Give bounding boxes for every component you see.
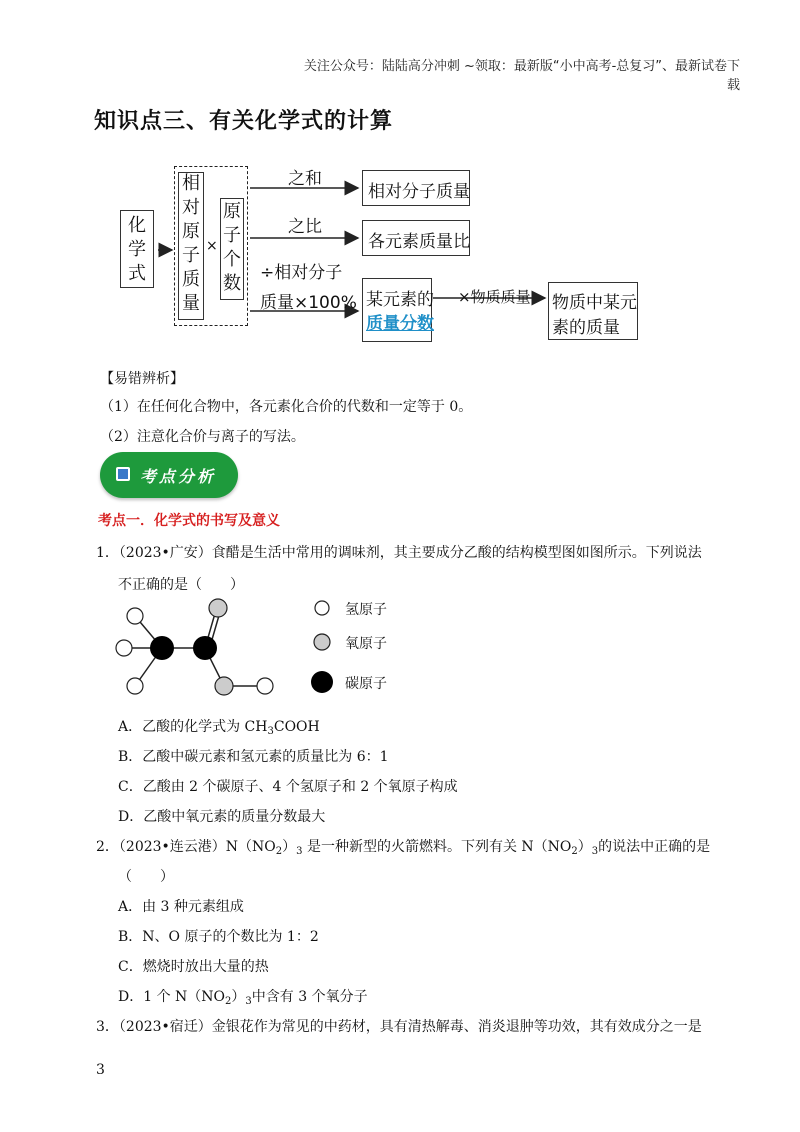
hydrogen-atom [127, 678, 143, 694]
section-title: 知识点三、有关化学式的计算 [94, 109, 394, 134]
oxygen-atom [215, 677, 233, 695]
hydrogen-atom [127, 608, 143, 624]
q2-option-b: B．N、O 原子的个数比为 1：2 [118, 929, 319, 945]
q1-line-1: 1．（2023•广安）食醋是生活中常用的调味剂，其主要成分乙酸的结构模型图如图所示。下列说法 [96, 545, 702, 561]
carbon-atom [193, 636, 217, 660]
arrow-ratio-label: 之比 [288, 217, 322, 237]
arrow-fraction-label-2: 质量×100% [260, 293, 357, 313]
formula-calculation-diagram [110, 158, 640, 348]
mass-fraction-label-2: 质量分数 [366, 314, 434, 334]
q1-option-c: C．乙酸由 2 个碳原子、4 个氢原子和 2 个氧原子构成 [118, 779, 458, 795]
q1-option-d: D．乙酸中氧元素的质量分数最大 [118, 809, 326, 825]
legend-carbon-icon [311, 671, 333, 693]
q1-option-b: B．乙酸中碳元素和氢元素的质量比为 6：1 [118, 749, 389, 765]
legend-carbon: 碳原子 [345, 676, 387, 692]
q2-option-c: C．燃烧时放出大量的热 [118, 959, 269, 975]
legend-oxygen: 氧原子 [345, 636, 387, 652]
topic-1-title: 考点一．化学式的书写及意义 [98, 513, 280, 529]
q2-line-2: （ ） [118, 869, 174, 885]
q2-option-d: D．1 个 $N(NO_2)_3$中含有 3 个氧分子 [118, 989, 368, 1007]
formula-label: 化 学 式 [128, 215, 146, 284]
arrow-mass-label: ×物质质量 [458, 288, 531, 306]
atom-count-label: 原 子 个 数 [223, 201, 241, 294]
q1-line-2: 不正确的是（ ） [118, 577, 244, 593]
errors-item-2: （2）注意化合价与离子的写法。 [100, 429, 305, 445]
q1-option-a: A．乙酸的化学式为 $CH_3COOH$ [118, 719, 320, 737]
errors-heading: 【易错辨析】 [100, 371, 184, 387]
q3-line-1: 3．（2023•宿迁）金银花作为常见的中药材，具有清热解毒、消炎退肿等功效，其有效成分之一是 [96, 1019, 702, 1035]
element-mass-label-1: 物质中某元 [552, 293, 637, 313]
legend-hydrogen: 氢原子 [345, 602, 387, 618]
mass-ratio-label: 各元素质量比 [368, 232, 470, 252]
atom-mass-label: 相 对 原 子 质 量 [182, 173, 200, 314]
legend-hydrogen-icon [315, 601, 329, 615]
molecular-mass-label: 相对分子质量 [368, 182, 470, 202]
q2-option-a: A．由 3 种元素组成 [118, 899, 244, 915]
legend-oxygen-icon [314, 634, 330, 650]
arrow-fraction-label-1: ÷相对分子 [260, 263, 343, 283]
element-mass-label-2: 素的质量 [552, 318, 620, 338]
header-note: 关注公众号：陆陆高分冲刺 ~领取：最新版“小中高考-总复习”、最新试卷下载 [303, 59, 740, 93]
q2-line-1: 2．（2023•连云港）$N(NO_2)_3$ 是一种新型的火箭燃料。下列有关 $N(NO_2)_3$的说法中正确的是 [96, 839, 711, 857]
topic-analysis-badge [100, 452, 238, 498]
hydrogen-atom [116, 640, 132, 656]
document-icon [116, 467, 130, 481]
errors-item-1: （1）在任何化合物中，各元素化合价的代数和一定等于 0。 [100, 399, 473, 415]
mass-fraction-label-1: 某元素的 [366, 290, 434, 310]
page-number: 3 [96, 1062, 105, 1078]
times-sign: × [206, 238, 218, 254]
arrow-sum-label: 之和 [288, 169, 322, 189]
hydrogen-atom [257, 678, 273, 694]
carbon-atom [150, 636, 174, 660]
oxygen-atom [209, 599, 227, 617]
badge-label: 考点分析 [140, 467, 217, 486]
